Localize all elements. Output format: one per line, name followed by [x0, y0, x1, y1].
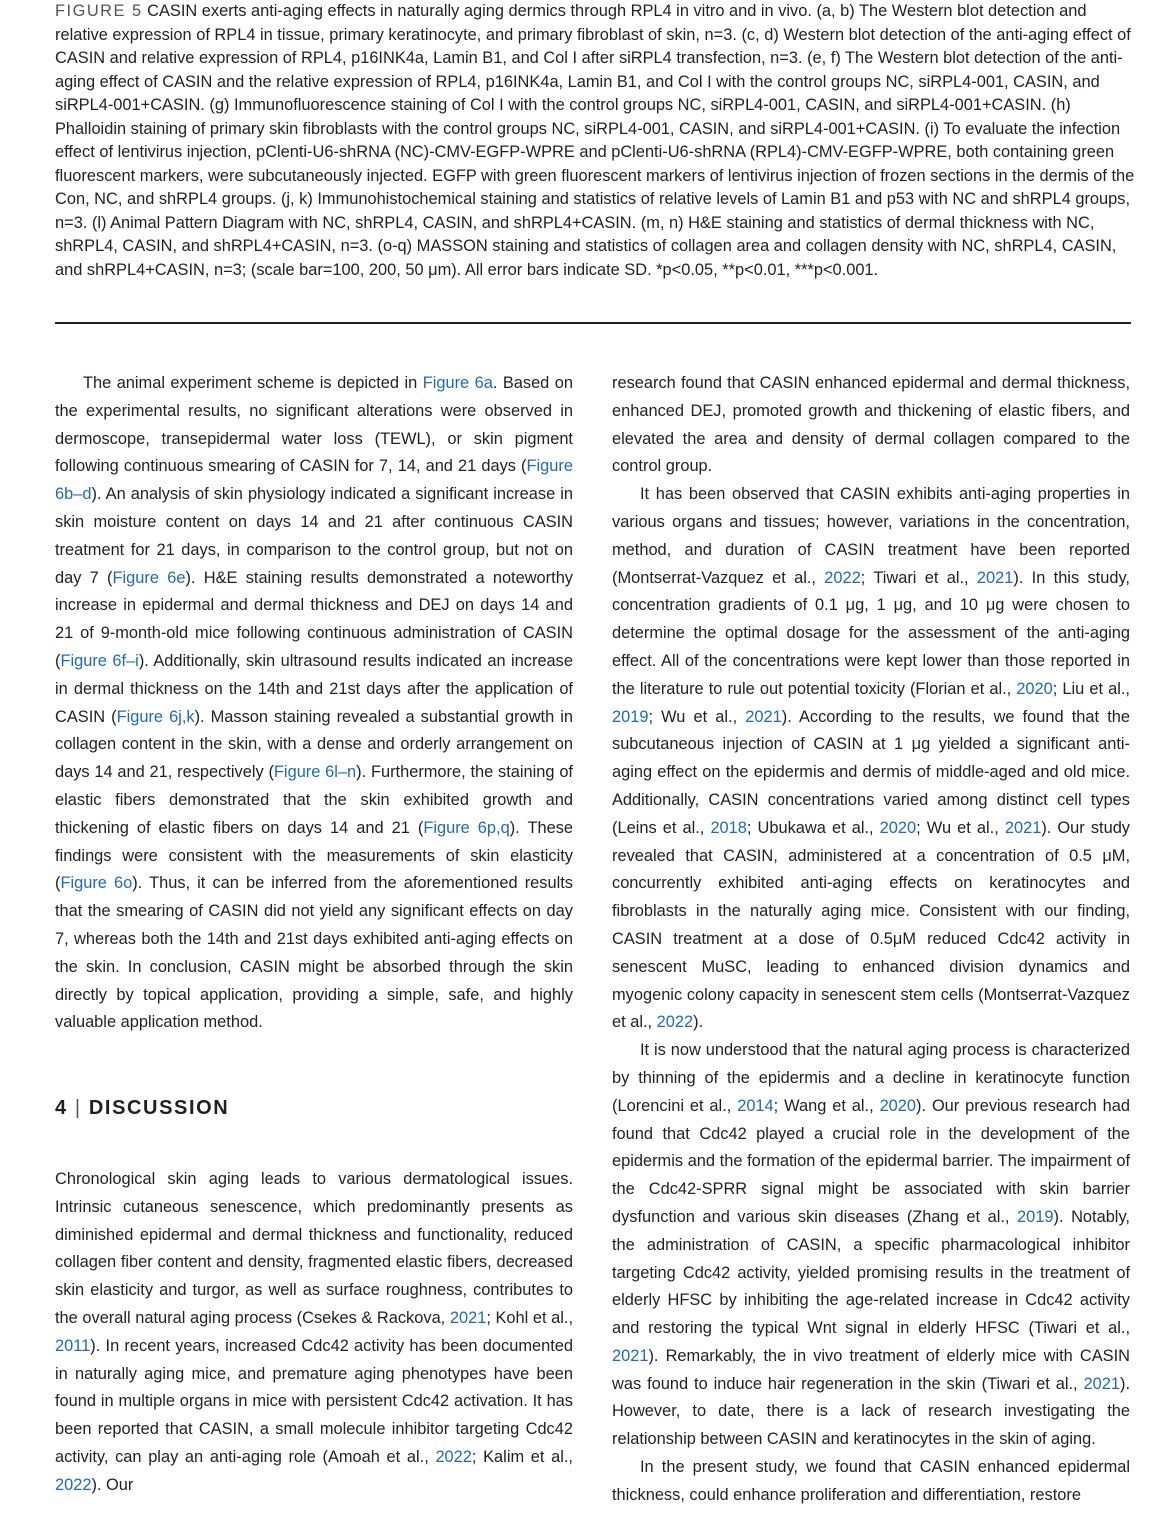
citation-link[interactable]: 2021 [449, 1308, 487, 1327]
present-study-paragraph: In the present study, we found that CASIN enhanced epidermal thickness, could enhance proliferation and differentiation, restore [612, 1458, 1130, 1504]
caption-divider [55, 322, 1131, 324]
citation-link[interactable]: 2020 [879, 1096, 917, 1115]
right-column [612, 370, 1130, 1510]
section-separator: | [74, 1097, 82, 1120]
results-paragraph: The animal experiment scheme is depicted in Figure 6a. Based on the experimental results, no significant alterations were observed in dermoscope, transepidermal water loss (TEWL), or skin pigment following continuous smearing of CASIN for 7, 14, and 21 days (Figure 6b–d). An analysis of skin physiology indicated a significant increase in skin moisture content on days 14 and 21 after continuous CASIN treatment for 21 days, in comparison to the control group, but not on day 7 (Figure 6e). H&E staining results demonstrated a noteworthy increase in epidermal and dermal thickness and DEJ on days 14 and 21 of 9-month-old mice following continuous administration of CASIN (Figure 6f–i). Additionally, skin ultrasound results indicated an increase in dermal thickness on the 14th and 21st days after the application of CASIN (Figure 6j,k). Masson staining revealed a substantial growth in collagen content in the skin, with a dense and orderly arrangement on days 14 and 21, respectively (Figure 6l–n). Furthermore, the staining of elastic fibers demonstrated that the skin exhibited growth and thickening of elastic fibers on days 14 and 21 (Figure 6p,q). These findings were consistent with the measurements of skin elasticity (Figure 6o). Thus, it can be inferred from the aforementioned results that the smearing of CASIN did not yield any significant effects on day 7, whereas both the 14th and 21st days exhibited anti-aging effects on the skin. In conclusion, CASIN might be absorbed through the skin directly by topical application, providing a simple, safe, and highly valuable application method. [55, 374, 574, 1032]
figure-link[interactable]: Figure 6j,k [116, 707, 195, 726]
citation-link[interactable]: 2018 [710, 818, 747, 837]
section-heading [55, 1095, 573, 1123]
citation-link[interactable]: 2021 [1004, 818, 1042, 837]
figure-link[interactable]: Figure 6l–n [273, 763, 357, 782]
continued-paragraph: research found that CASIN enhanced epidermal and dermal thickness, enhanced DEJ, promoted growth and thickening of elastic fibers, and elevated the area and density of dermal collagen compared to the control group. [612, 374, 1130, 476]
citation-link[interactable]: 2022 [824, 568, 861, 587]
citation-link[interactable]: 2021 [1083, 1374, 1120, 1393]
figure-link[interactable]: Figure 6o [60, 874, 133, 893]
citation-link[interactable]: 2021 [976, 568, 1014, 587]
citation-link[interactable]: 2022 [656, 1013, 694, 1032]
citation-link[interactable]: 2011 [55, 1336, 91, 1355]
figure-caption [55, 0, 1135, 282]
keratinocyte-paragraph: It is now understood that the natural aging process is characterized by thinning of the epidermis and a decline in keratinocyte function (Lorencini et al., 2014; Wang et al., 2020). Our previous research had found that Cdc42 played a crucial role in the development of the epidermis and the formation of the epidermal barrier. The impairment of the Cdc42-SPRR signal might be associated with skin barrier dysfunction and various skin diseases (Zhang et al., 2019). Notably, the administration of CASIN, a specific pharmacological inhibitor targeting Cdc42 activity, yielded promising results in the treatment of elderly HFSC by inhibiting the age-related increase in Cdc42 activity and restoring the typical Wnt signal in elderly HFSC (Tiwari et al., 2021). Remarkably, the in vivo treatment of elderly mice with CASIN was found to induce hair regeneration in the skin (Tiwari et al., 2021). However, to date, there is a lack of research investigating the relationship between CASIN and keratinocytes in the skin of aging. [612, 1041, 1131, 1449]
figure-link[interactable]: Figure 6a [422, 374, 493, 392]
figure-label: FIGURE 5 [55, 2, 143, 20]
figure-link[interactable]: Figure 6p,q [423, 818, 510, 837]
figure-link[interactable]: Figure 6f–i [60, 651, 139, 670]
citation-link[interactable]: 2014 [737, 1096, 774, 1115]
left-column [55, 370, 573, 1499]
caption-text: CASIN exerts anti-aging effects in naturally aging dermics through RPL4 in vitro and in vivo. (a, b) The Western blot detection and relative expression of RPL4 in tissue, primary keratinocyte, and primary fibroblast of skin, n=3. (c, d) Western blot detection of the anti-aging effect of CASIN and relative expression of RPL4, p16INK4a, Lamin B1, and Col I after siRPL4 transfection, n=3. (e, f) The Western blot detection of the anti-aging effect of CASIN and the relative expression of RPL4, p16INK4a, Lamin B1, and Col I with the control groups NC, siRPL4-001, CASIN, and siRPL4-001+CASIN. (g) Immunofluorescence staining of Col I with the control groups NC, siRPL4-001, CASIN, and siRPL4-001+CASIN. (h) Phalloidin staining of primary skin fibroblasts with the control groups NC, siRPL4-001, CASIN, and siRPL4-001+CASIN. (i) To evaluate the infection effect of lentivirus injection, pClenti-U6-shRNA (NC)-CMV-EGFP-WPRE and pClenti-U6-shRNA (RPL4)-CMV-EGFP-WPRE, both containing green fluorescent markers, were subcutaneously injected. EGFP with green fluorescent markers of lentivirus injection of frozen sections in the dermis of the Con, NC, and shRPL4 groups. (j, k) Immunohistochemical staining and statistics of relative levels of Lamin B1 and p53 with NC and shRPL4 groups, n=3. (l) Animal Pattern Diagram with NC, shRPL4, CASIN, and shRPL4+CASIN. (m, n) H&E staining and statistics of dermal thickness with NC, shRPL4, CASIN, and shRPL4+CASIN, n=3. (o-q) MASSON staining and statistics of collagen area and collagen density with NC, shRPL4, CASIN, and shRPL4+CASIN, n=3; (scale bar=100, 200, 50 μm). All error bars indicate SD. *p<0.05, **p<0.01, ***p<0.001. [55, 2, 1135, 279]
discussion-paragraph: Chronological skin aging leads to various dermatological issues. Intrinsic cutaneous senescence, which predominantly presents as diminished epidermal and dermal thickness and functionality, reduced collagen fiber content and density, fragmented elastic fibers, decreased skin elasticity and turgor, as well as surface roughness, contributes to the overall natural aging process (Csekes & Rackova, 2021; Kohl et al., 2011). In recent years, increased Cdc42 activity has been documented in naturally aging mice, and premature aging phenotypes have been found in multiple organs in mice with persistent Cdc42 activation. It has been reported that CASIN, a small molecule inhibitor targeting Cdc42 activity, can play an anti-aging role (Amoah et al., 2022; Kalim et al., 2022). Our [55, 1169, 573, 1494]
citation-link[interactable]: 2019 [1017, 1207, 1054, 1226]
section-number: 4 [55, 1097, 68, 1120]
citation-link[interactable]: 2021 [612, 1346, 649, 1365]
dosage-paragraph: It has been observed that CASIN exhibits anti-aging properties in various organs and tissues; however, variations in the concentration, method, and duration of CASIN treatment have been reported (Montserrat-Vazquez et al., 2022; Tiwari et al., 2021). In this study, concentration gradients of 0.1 μg, 1 μg, and 10 μg were chosen to determine the optimal dosage for the assessment of the anti-aging effect. All of the concentrations were kept lower than those reported in the literature to rule out potential toxicity (Florian et al., 2020; Liu et al., 2019; Wu et al., 2021). According to the results, we found that the subcutaneous injection of CASIN at 1 μg yielded a significant anti-aging effect on the epidermis and dermis of middle-aged and old mice. Additionally, CASIN concentrations varied among distinct cell types (Leins et al., 2018; Ubukawa et al., 2020; Wu et al., 2021). Our study revealed that CASIN, administered at a concentration of 0.5 μM, concurrently exhibited anti-aging effects on keratinocytes and fibroblasts in the naturally aging mice. Consistent with our finding, CASIN treatment at a dose of 0.5μM reduced Cdc42 activity in senescent MuSC, leading to enhanced division dynamics and myogenic colony capacity in senescent stem cells (Montserrat-Vazquez et al., 2022). [612, 485, 1131, 1032]
figure-link[interactable]: Figure 6b–d [55, 457, 573, 504]
citation-link[interactable]: 2021 [745, 707, 782, 726]
citation-link[interactable]: 2019 [612, 707, 649, 726]
citation-link[interactable]: 2022 [435, 1447, 472, 1466]
citation-link[interactable]: 2020 [1016, 679, 1053, 698]
citation-link[interactable]: 2020 [879, 818, 917, 837]
figure-link[interactable]: Figure 6e [112, 568, 186, 587]
citation-link[interactable]: 2022 [55, 1475, 92, 1494]
section-title: DISCUSSION [88, 1097, 230, 1120]
